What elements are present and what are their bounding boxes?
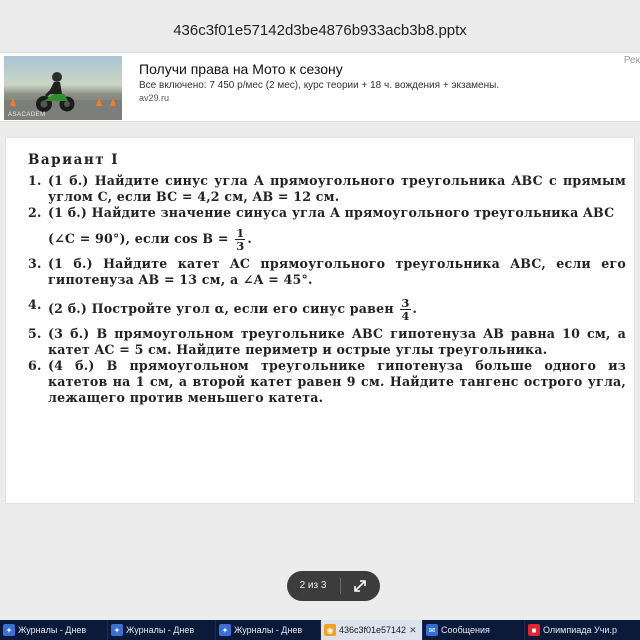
slide-page [5,137,635,504]
task-text: (3 б.) В прямоугольном треугольнике ABC гипотенуза AB равна 10 см, а катет AC = 5 см. Найдите периметр и острые углы треугольника. [48,326,626,357]
motorcycle-rider-image[interactable] [4,56,122,120]
task-item [28,326,626,358]
taskbar-item-label: Журналы - Днев [18,625,87,635]
slide-content [28,152,626,406]
taskbar [0,620,640,640]
taskbar-item-messages[interactable] [423,620,525,640]
task-number: 4. [28,297,42,312]
image-watermark: ASACADEM [8,112,46,118]
taskbar-item-label: Журналы - Днев [234,625,303,635]
fraction-denominator: 3 [236,239,245,253]
task-number: 3. [28,256,42,271]
taskbar-item-journal-3[interactable] [216,620,321,640]
task-text: (2 б.) Постройте угол α, если его синус равен [48,301,394,316]
task-number: 5. [28,326,42,341]
page-indicator [287,571,380,601]
document-filename: 436c3f01e57142d3be4876b933acb3b8.pptx [173,22,467,39]
fraction [235,227,245,252]
journal-icon: ✦ [219,624,231,636]
task-number: 2. [28,205,42,220]
task-text: (1 б.) Найдите значение синуса угла A прямоугольного треугольника ABC [48,205,615,220]
taskbar-item-label: 436c3f01e57142 [339,625,407,635]
task-text-condition: (∠C = 90°), если cos B = [48,231,229,246]
task-text-end: . [247,231,253,246]
task-item [28,205,626,252]
fraction [400,297,410,322]
taskbar-item-olympiad[interactable] [525,620,640,640]
traffic-cone-icon [10,98,16,106]
pager-divider [340,578,341,594]
expand-arrows-icon [353,579,367,593]
traffic-cone-icon [110,98,116,106]
ad-title[interactable]: Получи права на Мото к сезону [139,61,343,77]
document-tab-icon: ◉ [324,624,336,636]
ad-banner[interactable] [0,52,640,122]
page-counter: 2 из 3 [299,580,327,591]
taskbar-item-label: Сообщения [441,625,490,635]
task-item [28,256,626,288]
fraction-denominator: 4 [401,309,410,323]
journal-icon: ✦ [111,624,123,636]
taskbar-item-label: Олимпиада Учи.р [543,625,617,635]
task-text-line [48,227,626,252]
taskbar-item-journal-1[interactable] [0,620,108,640]
task-item [28,173,626,205]
variant-heading: Вариант I [28,152,120,168]
taskbar-item-label: Журналы - Днев [126,625,195,635]
taskbar-item-journal-2[interactable] [108,620,216,640]
close-icon[interactable]: ✕ [409,624,417,635]
traffic-cone-icon [96,98,102,106]
motorcycle-icon [34,70,76,114]
task-text-line [48,297,626,322]
ad-description[interactable]: Все включено: 7 450 р/мес (2 мес), курс теории + 18 ч. вождения + экзамены. [139,80,500,91]
task-number: 6. [28,358,42,373]
task-text: (1 б.) Найдите катет AC прямоугольного треугольника ABC, если его гипотенуза AB = 13 см, а ∠A = 45°. [48,256,626,287]
fraction-numerator: 3 [401,296,410,310]
task-text-end: . [412,301,418,316]
expand-button[interactable] [343,571,377,601]
task-number: 1. [28,173,42,188]
task-item [28,358,626,406]
task-text: (4 б.) В прямоугольном треугольнике гипотенуза больше одного из катетов на 1 см, а второй катет равен 9 см. Найдите тангенс острого угла, лежащего против меньшего катета. [48,358,626,405]
task-item [28,297,626,322]
fraction-numerator: 1 [236,226,245,240]
ad-label: Рек [623,55,640,66]
messages-icon: ✉ [426,624,438,636]
taskbar-item-document[interactable] [321,620,423,640]
journal-icon: ✦ [3,624,15,636]
task-text: (1 б.) Найдите синус угла A прямоугольного треугольника ABC с прямым углом C, если BC = 4,2 см, AB = 12 см. [48,173,626,204]
ad-domain[interactable]: av29.ru [139,93,170,103]
olympiad-icon: ■ [528,624,540,636]
